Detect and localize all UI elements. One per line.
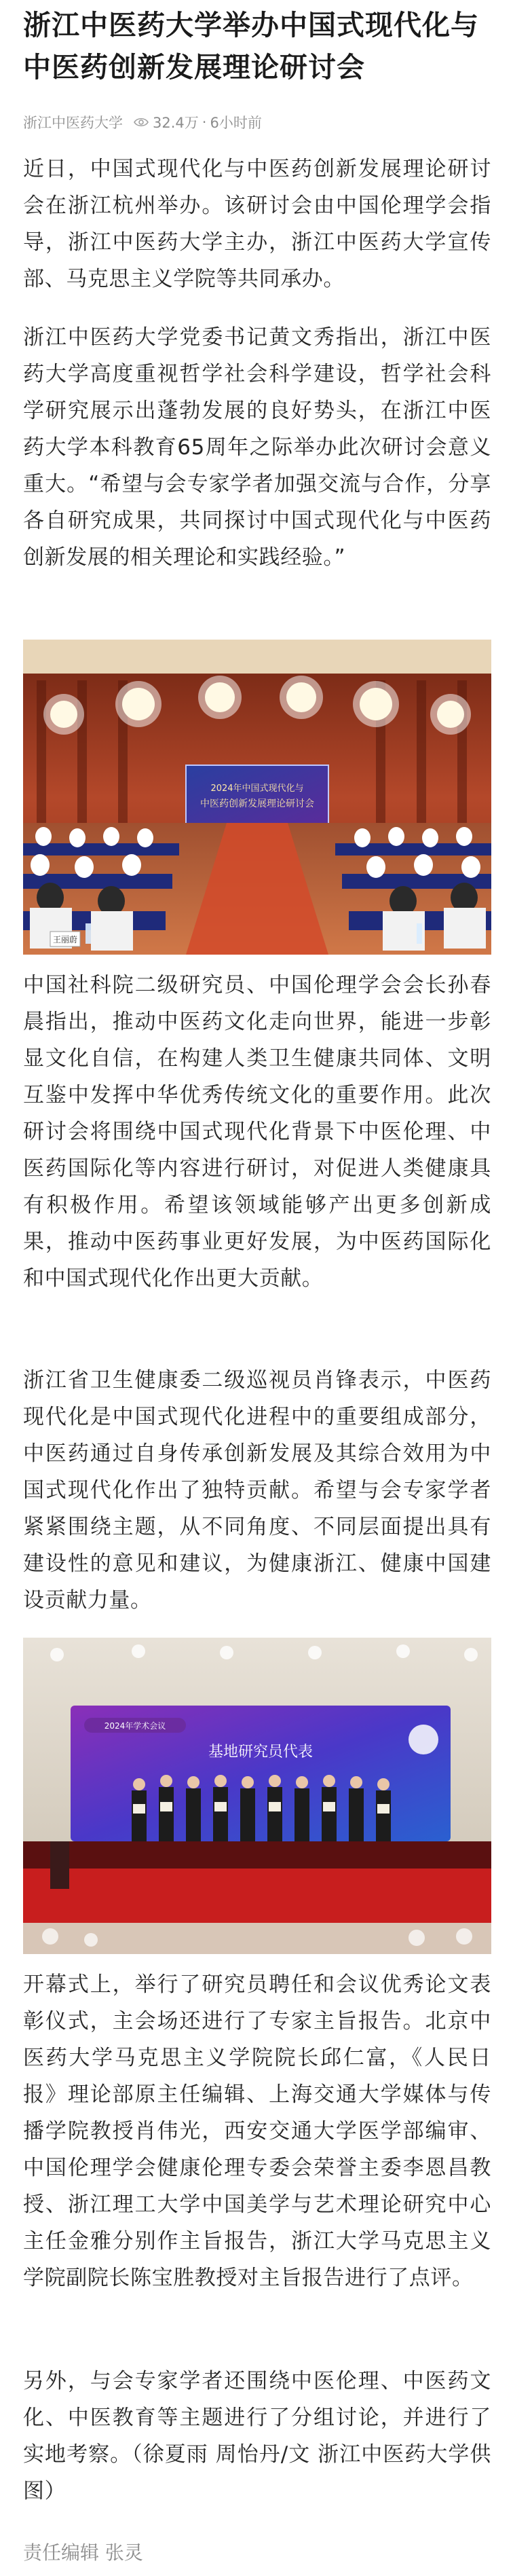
article-title: 浙江中医药大学举办中国式现代化与中医药创新发展理论研讨会 [23,9,479,84]
screen-banner-line1: 2024年中国式现代化与 [210,784,304,794]
screen-banner-line2: 中医药创新发展理论研讨会 [200,798,314,809]
paragraph-5: 开幕式上，举行了研究员聘任和会议优秀论文表彰仪式，主会场还进行了专家主旨报告。北京中医药大学马克思主义学院院长邱仁富，《人民日报》理论部原主任编辑、上海交通大学媒体与传播学院教授肖伟光，西安交通大学医学部编审、中国伦理学会健康伦理专委会荣誉主委李恩昌教授、浙江理工大学中国美学与艺术理论研究中心主任金雅分别作主旨报告，浙江大学马克思主义学院副院长陈宝胜教授对主旨报告进行了点评。 [23,1972,491,2290]
view-count: 32.4万 [153,115,199,131]
article-meta [23,109,262,136]
name-card: 王丽蔚 [52,935,78,944]
views-eye-icon [134,117,149,128]
stage-banner-top: 2024年学术会议 [104,1721,166,1731]
conference-hall-photo[interactable] [23,640,491,955]
paragraph-6: 另外，与会专家学者还围绕中医伦理、中医药文化、中医教育等主题进行了分组讨论，并进行了实地考察。（徐夏雨 周怡丹/文 浙江中医药大学供图） [23,2369,491,2503]
ceremony-stage-photo[interactable] [23,1638,491,1954]
source-name[interactable]: 浙江中医药大学 [23,115,123,131]
meta-separator: · [202,114,207,130]
paragraph-1: 近日，中国式现代化与中医药创新发展理论研讨会在浙江杭州举办。该研讨会由中国伦理学会指导，浙江中医药大学主办，浙江中医药大学宣传部、马克思主义学院等共同承办。 [23,157,491,291]
publish-time: 6小时前 [210,115,262,131]
stage-banner-title: 基地研究员代表 [208,1744,314,1761]
editor-credit: 责任编辑 张灵 [23,2541,143,2564]
paragraph-2: 浙江中医药大学党委书记黄文秀指出，浙江中医药大学高度重视哲学社会科学建设，哲学社会科学研究展示出蓬勃发展的良好势头，在浙江中医药大学本科教育65周年之际举办此次研讨会意义重大。“希望与会专家学者加强交流与合作，分享各自研究成果，共同探讨中国式现代化与中医药创新发展的相关理论和实践经验。” [23,325,491,570]
paragraph-3: 中国社科院二级研究员、中国伦理学会会长孙春晨指出，推动中医药文化走向世界，能进一步彰显文化自信，在构建人类卫生健康共同体、文明互鉴中发挥中华优秀传统文化的重要作用。此次研讨会将围绕中国式现代化背景下中医伦理、中医药国际化等内容进行研讨，对促进人类健康具有积极作用。希望该领域能够产出更多创新成果，推动中医药事业更好发展，为中医药国际化和中国式现代化作出更大贡献。 [23,973,491,1291]
paragraph-4: 浙江省卫生健康委二级巡视员肖锋表示，中医药现代化是中国式现代化进程中的重要组成部分，中医药通过自身传承创新发展及其综合效用为中国式现代化作出了独特贡献。希望与会专家学者紧紧围绕主题，从不同角度、不同层面提出具有建设性的意见和建议，为健康浙江、健康中国建设贡献力量。 [23,1368,491,1613]
